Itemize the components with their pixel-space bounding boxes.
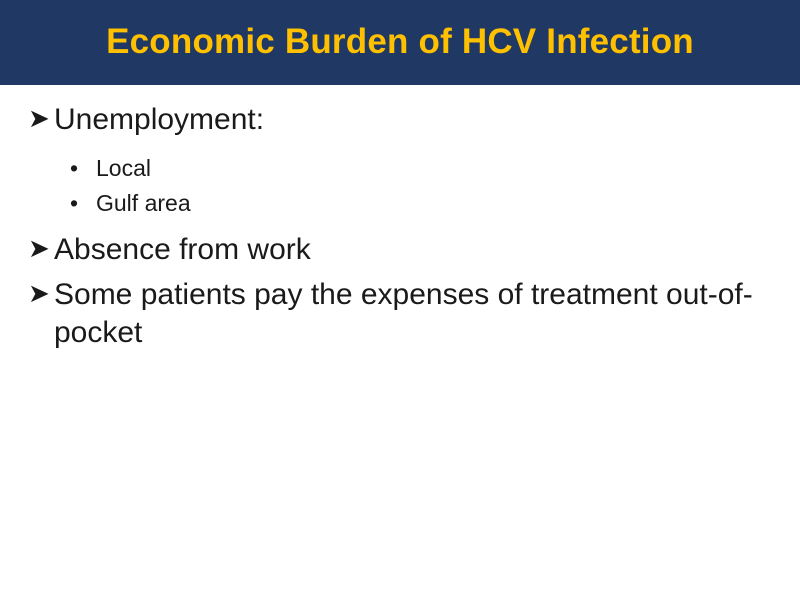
bullet-level1 [28, 101, 760, 139]
bullet-text: Local [96, 155, 151, 182]
slide-title: Economic Burden of HCV Infection [106, 22, 694, 62]
bullet-text: Some patients pay the expenses of treatment out-of-pocket [54, 277, 753, 350]
dot-bullet-icon: • [70, 190, 79, 217]
bullet-text: Gulf area [96, 190, 191, 217]
arrow-bullet-icon: ➤ [28, 233, 50, 264]
bullet-text: Absence from work [54, 233, 311, 267]
bullet-text: Unemployment: [54, 103, 265, 136]
arrow-bullet-icon: ➤ [28, 277, 50, 308]
bullet-level2 [28, 188, 760, 219]
spacer [28, 145, 760, 153]
bullet-level2 [28, 153, 760, 184]
slide-body [0, 85, 800, 600]
arrow-bullet-icon: ➤ [28, 103, 50, 133]
dot-bullet-icon: • [70, 155, 79, 182]
bullet-level1 [28, 231, 760, 269]
spacer [28, 223, 760, 231]
slide-title-bar [0, 0, 800, 85]
bullet-level1 [28, 276, 760, 353]
